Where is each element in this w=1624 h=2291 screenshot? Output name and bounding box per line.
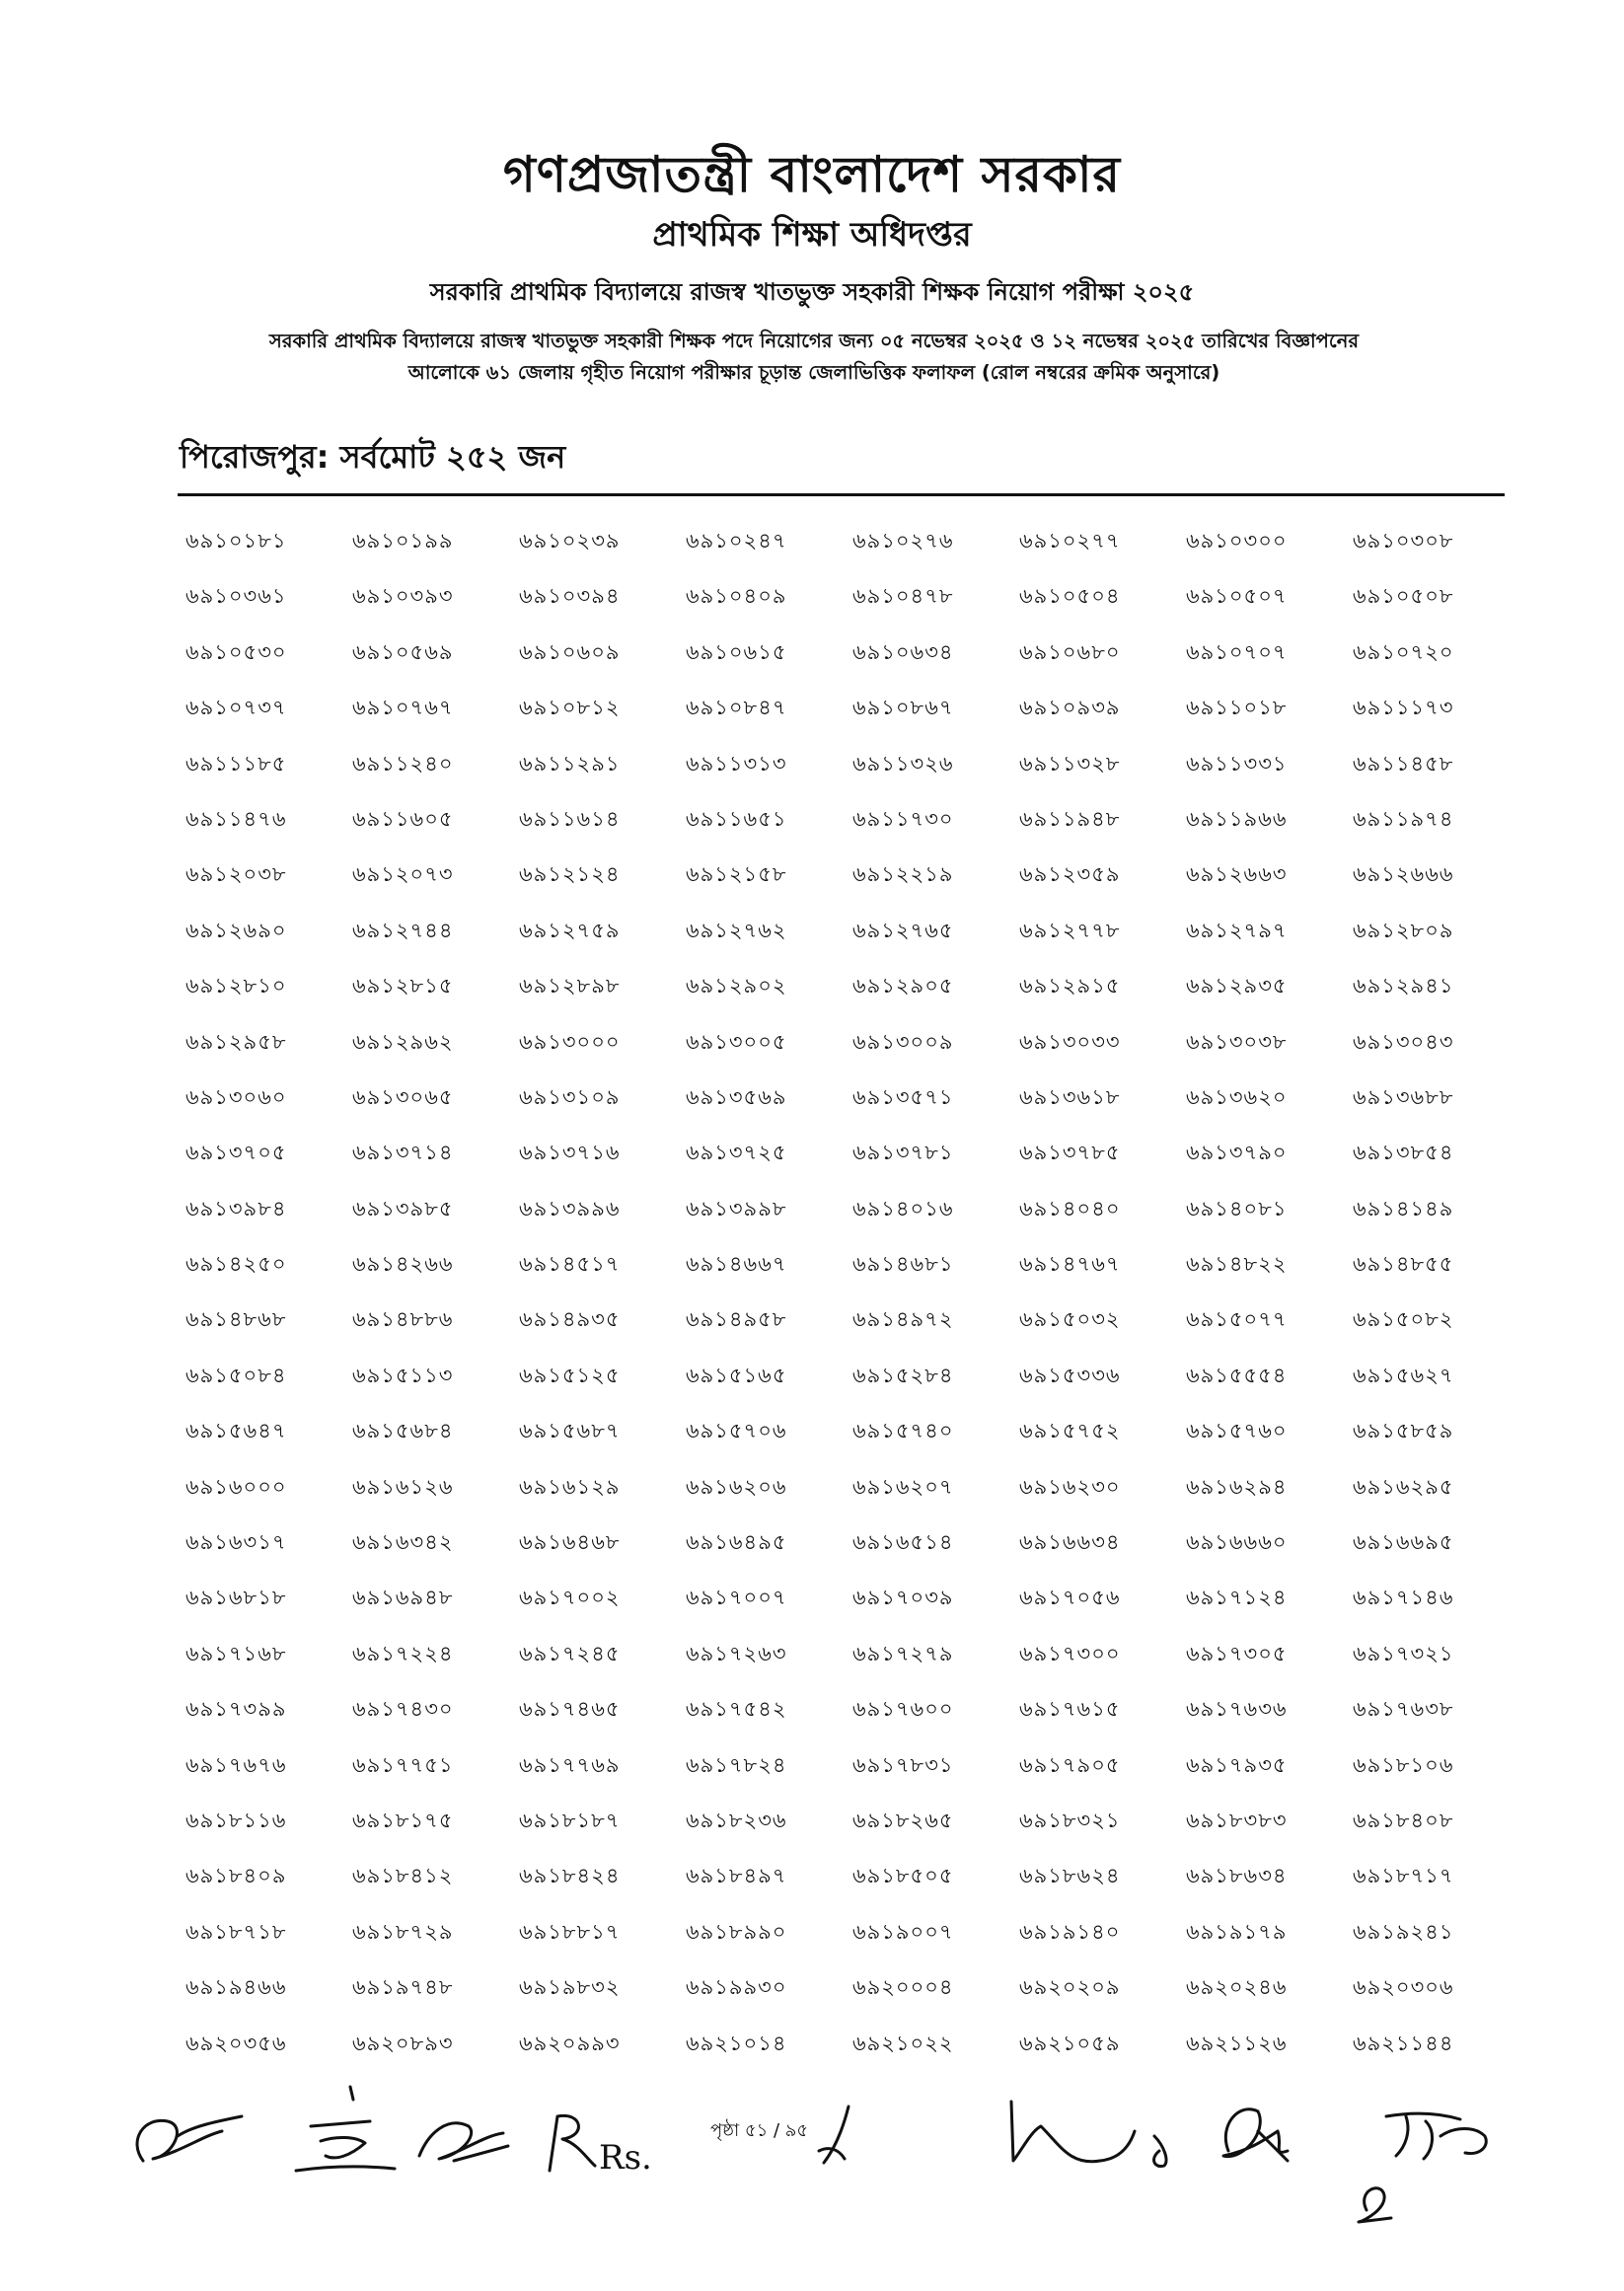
roll-number-cell: ৬৯১৩৭৮১ <box>852 1141 954 1165</box>
roll-number-cell: ৬৯১৪০৮১ <box>1186 1196 1288 1220</box>
roll-number-cell: ৬৯১৬৫১৪ <box>852 1530 954 1555</box>
roll-number-cell: ৬৯১১২৪০ <box>352 751 454 776</box>
roll-number-cell: ৬৯১৫০৩২ <box>1019 1307 1121 1332</box>
roll-number-cell: ৬৯১০১৯৯ <box>352 529 454 553</box>
roll-number-cell: ৬৯১২২১৯ <box>852 862 954 887</box>
roll-number-cell: ৬৯১১১৮৫ <box>185 751 287 776</box>
roll-number-cell: ৬৯১০৭২০ <box>1353 639 1454 664</box>
roll-number-cell: ৬৯১৮২৬৫ <box>852 1808 954 1832</box>
district-heading: পিরোজপুর: সর্বমোট ২৫২ জন <box>180 438 566 476</box>
roll-number-cell: ৬৯২০২০৯ <box>1019 1975 1121 2000</box>
roll-number-cell: ৬৯১৬৩৪২ <box>352 1530 454 1555</box>
roll-number-cell: ৬৯১৩৭৯০ <box>1186 1141 1288 1165</box>
roll-number-cell: ৬৯১৭২৬৩ <box>686 1641 787 1665</box>
roll-number-cell: ৬৯১৩৯৮৪ <box>185 1196 287 1220</box>
roll-number-cell: ৬৯১৩৫৬৯ <box>686 1084 787 1109</box>
roll-number-cell: ৬৯১৮৬২৪ <box>1019 1864 1121 1888</box>
roll-number-cell: ৬৯১৩৯৯৮ <box>686 1196 787 1220</box>
roll-number-cell: ৬৯১২৬৬৬ <box>1353 862 1454 887</box>
roll-number-cell: ৬৯১৭৪৬৫ <box>519 1697 621 1722</box>
roll-number-cell: ৬৯১২৯০৫ <box>852 974 954 998</box>
roll-number-cell: ৬৯১৬৬৬০ <box>1186 1530 1288 1555</box>
roll-number-cell: ৬৯১৪৯৩৫ <box>519 1307 621 1332</box>
roll-number-cell: ৬৯১০৭৩৭ <box>185 696 287 720</box>
roll-number-cell: ৬৯১৭৬৭৬ <box>185 1752 287 1777</box>
roll-number-cell: ৬৯১৫৩৩৬ <box>1019 1363 1121 1387</box>
roll-number-cell: ৬৯১১৩২৮ <box>1019 751 1121 776</box>
roll-number-cell: ৬৯১০৭০৭ <box>1186 639 1288 664</box>
heading-divider <box>178 493 1505 496</box>
roll-number-cell: ৬৯১৫৭৬০ <box>1186 1419 1288 1443</box>
roll-number-cell: ৬৯১৬২০৬ <box>686 1474 787 1499</box>
roll-number-cell: ৬৯১০৩৯৩ <box>352 584 454 609</box>
roll-number-cell: ৬৯১৫৬৮৭ <box>519 1419 621 1443</box>
roll-number-cell: ৬৯১৬৪৬৮ <box>519 1530 621 1555</box>
roll-number-cell: ৬৯১৮৪১২ <box>352 1864 454 1888</box>
roll-number-cell: ৬৯১২৯৩৫ <box>1186 974 1288 998</box>
roll-number-grid <box>185 525 1508 2083</box>
roll-number-cell: ৬৯১০৮১২ <box>519 696 621 720</box>
roll-number-cell: ৬৯১৭৭৬৯ <box>519 1752 621 1777</box>
roll-number-cell: ৬৯১০৮৬৭ <box>852 696 954 720</box>
roll-number-cell: ৬৯১১৭৩০ <box>852 806 954 831</box>
roll-number-cell: ৬৯১৭৩০৫ <box>1186 1641 1288 1665</box>
roll-number-cell: ৬৯১২৭৬২ <box>686 918 787 942</box>
roll-number-cell: ৬৯১০২৪৭ <box>686 529 787 553</box>
roll-number-cell: ৬৯১৯১৭৯ <box>1186 1919 1288 1944</box>
roll-number-cell: ৬৯১২৩৫৯ <box>1019 862 1121 887</box>
roll-number-cell: ৬৯২০৩০৬ <box>1353 1975 1454 2000</box>
roll-number-cell: ৬৯১৩০৬০ <box>185 1084 287 1109</box>
roll-number-cell: ৬৯১২০৩৮ <box>185 862 287 887</box>
roll-number-cell: ৬৯১৩০০৯ <box>852 1029 954 1054</box>
roll-number-cell: ৬৯১৩৭০৫ <box>185 1141 287 1165</box>
roll-number-cell: ৬৯১৮৬৩৪ <box>1186 1864 1288 1888</box>
roll-number-cell: ৬৯১৮৭১৭ <box>1353 1864 1454 1888</box>
roll-number-cell: ৬৯১৯৯৩০ <box>686 1975 787 2000</box>
roll-number-cell: ৬৯২০৮৯৩ <box>352 2031 454 2055</box>
roll-number-cell: ৬৯১০৭৬৭ <box>352 696 454 720</box>
roll-number-cell: ৬৯১০৫৬৯ <box>352 639 454 664</box>
roll-number-cell: ৬৯১০৩৯৪ <box>519 584 621 609</box>
roll-number-cell: ৬৯২১০২২ <box>852 2031 954 2055</box>
roll-number-cell: ৬৯১২৭৬৫ <box>852 918 954 942</box>
roll-number-cell: ৬৯১২৭৯৭ <box>1186 918 1288 942</box>
result-notice <box>178 326 1450 389</box>
roll-number-cell: ৬৯১১৩৩১ <box>1186 751 1288 776</box>
page-number: পৃষ্ঠা ৫১ / ৯৫ <box>710 2120 809 2141</box>
roll-number-cell: ৬৯১৫১৬৫ <box>686 1363 787 1387</box>
roll-number-cell: ৬৯১১১৭৩ <box>1353 696 1454 720</box>
roll-number-cell: ৬৯১৩০৬৫ <box>352 1084 454 1109</box>
roll-number-cell: ৬৯১২৮১০ <box>185 974 287 998</box>
roll-number-cell: ৬৯১১৬৫১ <box>686 806 787 831</box>
roll-number-cell: ৬৯১২৯৬২ <box>352 1029 454 1054</box>
roll-number-cell: ৬৯১৫৬৪৭ <box>185 1419 287 1443</box>
roll-number-cell: ৬৯১৪৬৬৭ <box>686 1252 787 1277</box>
roll-number-cell: ৬৯১০৮৪৭ <box>686 696 787 720</box>
roll-number-cell: ৬৯১৯৪৬৬ <box>185 1975 287 2000</box>
roll-number-cell: ৬৯১৫০৭৭ <box>1186 1307 1288 1332</box>
roll-number-cell: ৬৯১২৯১৫ <box>1019 974 1121 998</box>
roll-number-cell: ৬৯১৮৯৯০ <box>686 1919 787 1944</box>
roll-number-cell: ৬৯১৪০১৬ <box>852 1196 954 1220</box>
roll-number-cell: ৬৯১৯৭৪৮ <box>352 1975 454 2000</box>
roll-number-cell: ৬৯১৪০৪০ <box>1019 1196 1121 1220</box>
roll-number-cell: ৬৯২০২৪৬ <box>1186 1975 1288 2000</box>
department-name: প্রাথমিক শিক্ষা অধিদপ্তর <box>652 215 972 255</box>
roll-number-cell: ৬৯১০৪৭৮ <box>852 584 954 609</box>
roll-number-cell: ৬৯১২১২৪ <box>519 862 621 887</box>
roll-number-cell: ৬৯১৫২৮৪ <box>852 1363 954 1387</box>
roll-number-cell: ৬৯১৮২৩৬ <box>686 1808 787 1832</box>
roll-number-cell: ৬৯১৯২৪১ <box>1353 1919 1454 1944</box>
roll-number-cell: ৬৯১২৯৫৮ <box>185 1029 287 1054</box>
roll-number-cell: ৬৯১৭৭৫১ <box>352 1752 454 1777</box>
roll-number-cell: ৬৯১৭৫৪২ <box>686 1697 787 1722</box>
roll-number-cell: ৬৯১০৯৩৯ <box>1019 696 1121 720</box>
roll-number-cell: ৬৯১৭৬৩৮ <box>1353 1697 1454 1722</box>
roll-number-cell: ৬৯১১০১৮ <box>1186 696 1288 720</box>
roll-number-cell: ৬৯১২৬৬৩ <box>1186 862 1288 887</box>
roll-number-cell: ৬৯১০৩০০ <box>1186 529 1288 553</box>
roll-number-cell: ৬৯১২৮১৫ <box>352 974 454 998</box>
roll-number-cell: ৬৯১১৬০৫ <box>352 806 454 831</box>
roll-number-cell: ৬৯১২৭৫৯ <box>519 918 621 942</box>
roll-number-cell: ৬৯১০৫০৭ <box>1186 584 1288 609</box>
roll-number-cell: ৬৯১৬২০৭ <box>852 1474 954 1499</box>
roll-number-cell: ৬৯১৪৮৫৫ <box>1353 1252 1454 1277</box>
roll-number-cell: ৬৯১৪২৫০ <box>185 1252 287 1277</box>
roll-number-cell: ৬৯১৪৮৮৬ <box>352 1307 454 1332</box>
roll-number-cell: ৬৯১৭৯৩৫ <box>1186 1752 1288 1777</box>
notice-line-2: আলোকে ৬১ জেলায় গৃহীত নিয়োগ পরীক্ষার চূড়ান্ত জেলাভিত্তিক ফলাফল (রোল নম্বরের ক্রমিক অনুসারে) <box>407 361 1220 384</box>
roll-number-cell: ৬৯১৮৪৯৭ <box>686 1864 787 1888</box>
roll-number-cell: ৬৯১৭০০৭ <box>686 1586 787 1610</box>
roll-number-cell: ৬৯১৭১২৪ <box>1186 1586 1288 1610</box>
roll-number-cell: ৬৯১৭৬১৫ <box>1019 1697 1121 1722</box>
roll-number-cell: ৬৯১৬৬৯৫ <box>1353 1530 1454 1555</box>
roll-number-cell: ৬৯১৬৩১৭ <box>185 1530 287 1555</box>
roll-number-cell: ৬৯১১৯৭৪ <box>1353 806 1454 831</box>
roll-number-cell: ৬৯১২৯৪১ <box>1353 974 1454 998</box>
page-title: গণপ্রজাতন্ত্রী বাংলাদেশ সরকার <box>503 146 1121 203</box>
roll-number-cell: ৬৯১২০৭৩ <box>352 862 454 887</box>
roll-number-cell: ৬৯১৬০০০ <box>185 1474 287 1499</box>
roll-number-cell: ৬৯১৭৩০০ <box>1019 1641 1121 1665</box>
roll-number-cell: ৬৯১৬৯৪৮ <box>352 1586 454 1610</box>
roll-number-cell: ৬৯১০১৮১ <box>185 529 287 553</box>
roll-number-cell: ৬৯১৭০৫৬ <box>1019 1586 1121 1610</box>
roll-number-cell: ৬৯১৯১৪০ <box>1019 1919 1121 1944</box>
roll-number-cell: ৬৯১০৪০৯ <box>686 584 787 609</box>
roll-number-cell: ৬৯১৫১১৩ <box>352 1363 454 1387</box>
roll-number-cell: ৬৯১৫৬৮৪ <box>352 1419 454 1443</box>
roll-number-cell: ৬৯১৮১০৬ <box>1353 1752 1454 1777</box>
signature-initials: Rs. <box>599 2138 652 2178</box>
exam-title: সরকারি প্রাথমিক বিদ্যালয়ে রাজস্ব খাতভুক্ত সহকারী শিক্ষক নিয়োগ পরীক্ষা ২০২৫ <box>429 278 1195 306</box>
roll-number-cell: ৬৯১৭১৬৮ <box>185 1641 287 1665</box>
roll-number-cell: ৬৯১৫০৮২ <box>1353 1307 1454 1332</box>
roll-number-cell: ৬৯১০২৭৭ <box>1019 529 1121 553</box>
roll-number-cell: ৬৯১৮৪০৯ <box>185 1864 287 1888</box>
roll-number-cell: ৬৯১৪৮২২ <box>1186 1252 1288 1277</box>
roll-number-cell: ৬৯১৪৮৬৮ <box>185 1307 287 1332</box>
roll-number-cell: ৬৯২০৯৯৩ <box>519 2031 621 2055</box>
roll-number-cell: ৬৯১৫৭৪০ <box>852 1419 954 1443</box>
roll-number-cell: ৬৯১৭৮২৪ <box>686 1752 787 1777</box>
roll-number-cell: ৬৯১১৪৭৬ <box>185 806 287 831</box>
roll-number-cell: ৬৯১৮৩২১ <box>1019 1808 1121 1832</box>
roll-number-cell: ৬৯১১২৯১ <box>519 751 621 776</box>
roll-number-cell: ৬৯১৯৮৩২ <box>519 1975 621 2000</box>
roll-number-cell: ৬৯১৫০৮৪ <box>185 1363 287 1387</box>
roll-number-cell: ৬৯১৭১৪৬ <box>1353 1586 1454 1610</box>
roll-number-cell: ৬৯১৫১২৫ <box>519 1363 621 1387</box>
roll-number-cell: ৬৯১৭৩২১ <box>1353 1641 1454 1665</box>
roll-number-cell: ৬৯১৩৭২৫ <box>686 1141 787 1165</box>
signatures-left <box>123 2082 656 2190</box>
roll-number-cell: ৬৯১১৪৫৮ <box>1353 751 1454 776</box>
roll-number-cell: ৬৯১০৩৬১ <box>185 584 287 609</box>
roll-number-cell: ৬৯১১৯৪৮ <box>1019 806 1121 831</box>
roll-number-cell: ৬৯১৭৬৩৬ <box>1186 1697 1288 1722</box>
roll-number-cell: ৬৯১২১৫৮ <box>686 862 787 887</box>
roll-number-cell: ৬৯১৩৫৭১ <box>852 1084 954 1109</box>
roll-number-cell: ৬৯১১৯৬৬ <box>1186 806 1288 831</box>
roll-number-cell: ৬৯১৮১৭৫ <box>352 1808 454 1832</box>
roll-number-cell: ৬৯১৪৭৬৭ <box>1019 1252 1121 1277</box>
roll-number-cell: ৬৯১৬২৩০ <box>1019 1474 1121 1499</box>
roll-number-cell: ৬৯১০৬১৫ <box>686 639 787 664</box>
roll-number-cell: ৬৯১৩০৪৩ <box>1353 1029 1454 1054</box>
roll-number-cell: ৬৯১৮৮১৭ <box>519 1919 621 1944</box>
roll-number-cell: ৬৯১০৫৩০ <box>185 639 287 664</box>
roll-number-cell: ৬৯১৪৫১৭ <box>519 1252 621 1277</box>
roll-number-cell: ৬৯১৩০০৫ <box>686 1029 787 1054</box>
roll-number-cell: ৬৯১৭০৩৯ <box>852 1586 954 1610</box>
roll-number-cell: ৬৯১৪৯৭২ <box>852 1307 954 1332</box>
roll-number-cell: ৬৯১৩৮৫৪ <box>1353 1141 1454 1165</box>
roll-number-cell: ৬৯১৩৬১৮ <box>1019 1084 1121 1109</box>
roll-number-cell: ৬৯১৭৯০৫ <box>1019 1752 1121 1777</box>
roll-number-cell: ৬৯১৩৭১৬ <box>519 1141 621 1165</box>
roll-number-cell: ৬৯১৩১০৯ <box>519 1084 621 1109</box>
roll-number-cell: ৬৯২০৩৫৬ <box>185 2031 287 2055</box>
roll-number-cell: ৬৯১৭২৭৯ <box>852 1641 954 1665</box>
roll-number-cell: ৬৯১৮১৮৭ <box>519 1808 621 1832</box>
roll-number-cell: ৬৯১৭০০২ <box>519 1586 621 1610</box>
roll-number-cell: ৬৯১৬৬৩৪ <box>1019 1530 1121 1555</box>
roll-number-cell: ৬৯১৮৪২৪ <box>519 1864 621 1888</box>
roll-number-cell: ৬৯১৫৮৫৯ <box>1353 1419 1454 1443</box>
roll-number-cell: ৬৯১৭২২৪ <box>352 1641 454 1665</box>
roll-number-cell: ৬৯১২৯০২ <box>686 974 787 998</box>
roll-number-cell: ৬৯২১০৫৯ <box>1019 2031 1121 2055</box>
roll-number-cell: ৬৯১২৭৭৮ <box>1019 918 1121 942</box>
roll-number-cell: ৬৯১৭৩৯৯ <box>185 1697 287 1722</box>
roll-number-cell: ৬৯১১৩২৬ <box>852 751 954 776</box>
roll-number-cell: ৬৯১৬১২৬ <box>352 1474 454 1499</box>
roll-number-cell: ৬৯১৭৬০০ <box>852 1697 954 1722</box>
roll-number-cell: ৬৯১৫৫৫৪ <box>1186 1363 1288 1387</box>
roll-number-cell: ৬৯২১১৪৪ <box>1353 2031 1454 2055</box>
roll-number-cell: ৬৯১৪৬৮১ <box>852 1252 954 1277</box>
roll-number-cell: ৬৯১৫৭৫২ <box>1019 1419 1121 1443</box>
roll-number-cell: ৬৯১৬২৯৫ <box>1353 1474 1454 1499</box>
roll-number-cell: ৬৯১২৮৯৮ <box>519 974 621 998</box>
roll-number-cell: ৬৯২১১২৬ <box>1186 2031 1288 2055</box>
roll-number-cell: ৬৯১৪১৪৯ <box>1353 1196 1454 1220</box>
roll-number-cell: ৬৯১৮১১৬ <box>185 1808 287 1832</box>
roll-number-cell: ৬৯১২৮০৯ <box>1353 918 1454 942</box>
roll-number-cell: ৬৯১৩৬৮৮ <box>1353 1084 1454 1109</box>
page-number-tick <box>809 2102 868 2171</box>
roll-number-cell: ৬৯১৭৮৩১ <box>852 1752 954 1777</box>
signatures-right <box>992 2072 1544 2230</box>
roll-number-cell: ৬৯১৭৪৩০ <box>352 1697 454 1722</box>
roll-number-cell: ৬৯১৩৬২০ <box>1186 1084 1288 1109</box>
roll-number-cell: ৬৯১৮৫০৫ <box>852 1864 954 1888</box>
roll-number-cell: ৬৯১৪৯৫৮ <box>686 1307 787 1332</box>
roll-number-cell: ৬৯২১০১৪ <box>686 2031 787 2055</box>
roll-number-cell: ৬৯১০৬০৯ <box>519 639 621 664</box>
roll-number-cell: ৬৯১০৩০৮ <box>1353 529 1454 553</box>
roll-number-cell: ৬৯১০৫০৪ <box>1019 584 1121 609</box>
roll-number-cell: ৬৯১৮৪০৮ <box>1353 1808 1454 1832</box>
roll-number-cell: ৬৯১৩৯৯৬ <box>519 1196 621 1220</box>
roll-number-cell: ৬৯১৪২৬৬ <box>352 1252 454 1277</box>
roll-number-cell: ৬৯১১৩১৩ <box>686 751 787 776</box>
roll-number-cell: ৬৯১৩৭১৪ <box>352 1141 454 1165</box>
roll-number-cell: ৬৯১১৬১৪ <box>519 806 621 831</box>
roll-number-cell: ৬৯১৫৬২৭ <box>1353 1363 1454 1387</box>
roll-number-cell: ৬৯১৮৭২৯ <box>352 1919 454 1944</box>
roll-number-cell: ৬৯১৮৩৮৩ <box>1186 1808 1288 1832</box>
roll-number-cell: ৬৯১০৫০৮ <box>1353 584 1454 609</box>
roll-number-cell: ৬৯১০২৩৯ <box>519 529 621 553</box>
roll-number-cell: ৬৯১৩০০০ <box>519 1029 621 1054</box>
roll-number-cell: ৬৯১৬১২৯ <box>519 1474 621 1499</box>
roll-number-cell: ৬৯১৩০৩৩ <box>1019 1029 1121 1054</box>
roll-number-cell: ৬৯১৫৭০৬ <box>686 1419 787 1443</box>
roll-number-cell: ৬৯১৮৭১৮ <box>185 1919 287 1944</box>
roll-number-cell: ৬৯১৬৪৯৫ <box>686 1530 787 1555</box>
notice-line-1: সরকারি প্রাথমিক বিদ্যালয়ে রাজস্ব খাতভুক্ত সহকারী শিক্ষক পদে নিয়োগের জন্য ০৫ নভেম্বর ২০২৫ ও ১২ নভেম্বর ২০২৫ তারিখের বিজ্ঞাপনের <box>268 330 1360 352</box>
roll-number-cell: ৬৯১৭২৪৫ <box>519 1641 621 1665</box>
roll-number-cell: ৬৯১২৭৪৪ <box>352 918 454 942</box>
roll-number-cell: ৬৯১৬২৯৪ <box>1186 1474 1288 1499</box>
roll-number-cell: ৬৯১০৬৩৪ <box>852 639 954 664</box>
roll-number-cell: ৬৯১৩০৩৮ <box>1186 1029 1288 1054</box>
roll-number-cell: ৬৯১২৬৯০ <box>185 918 287 942</box>
roll-number-cell: ৬৯১৩৯৮৫ <box>352 1196 454 1220</box>
roll-number-cell: ৬৯১৩৭৮৫ <box>1019 1141 1121 1165</box>
roll-number-cell: ৬৯১০২৭৬ <box>852 529 954 553</box>
roll-number-cell: ৬৯১৯০০৭ <box>852 1919 954 1944</box>
roll-number-cell: ৬৯১০৬৮০ <box>1019 639 1121 664</box>
roll-number-cell: ৬৯২০০০৪ <box>852 1975 954 2000</box>
roll-number-cell: ৬৯১৬৮১৮ <box>185 1586 287 1610</box>
